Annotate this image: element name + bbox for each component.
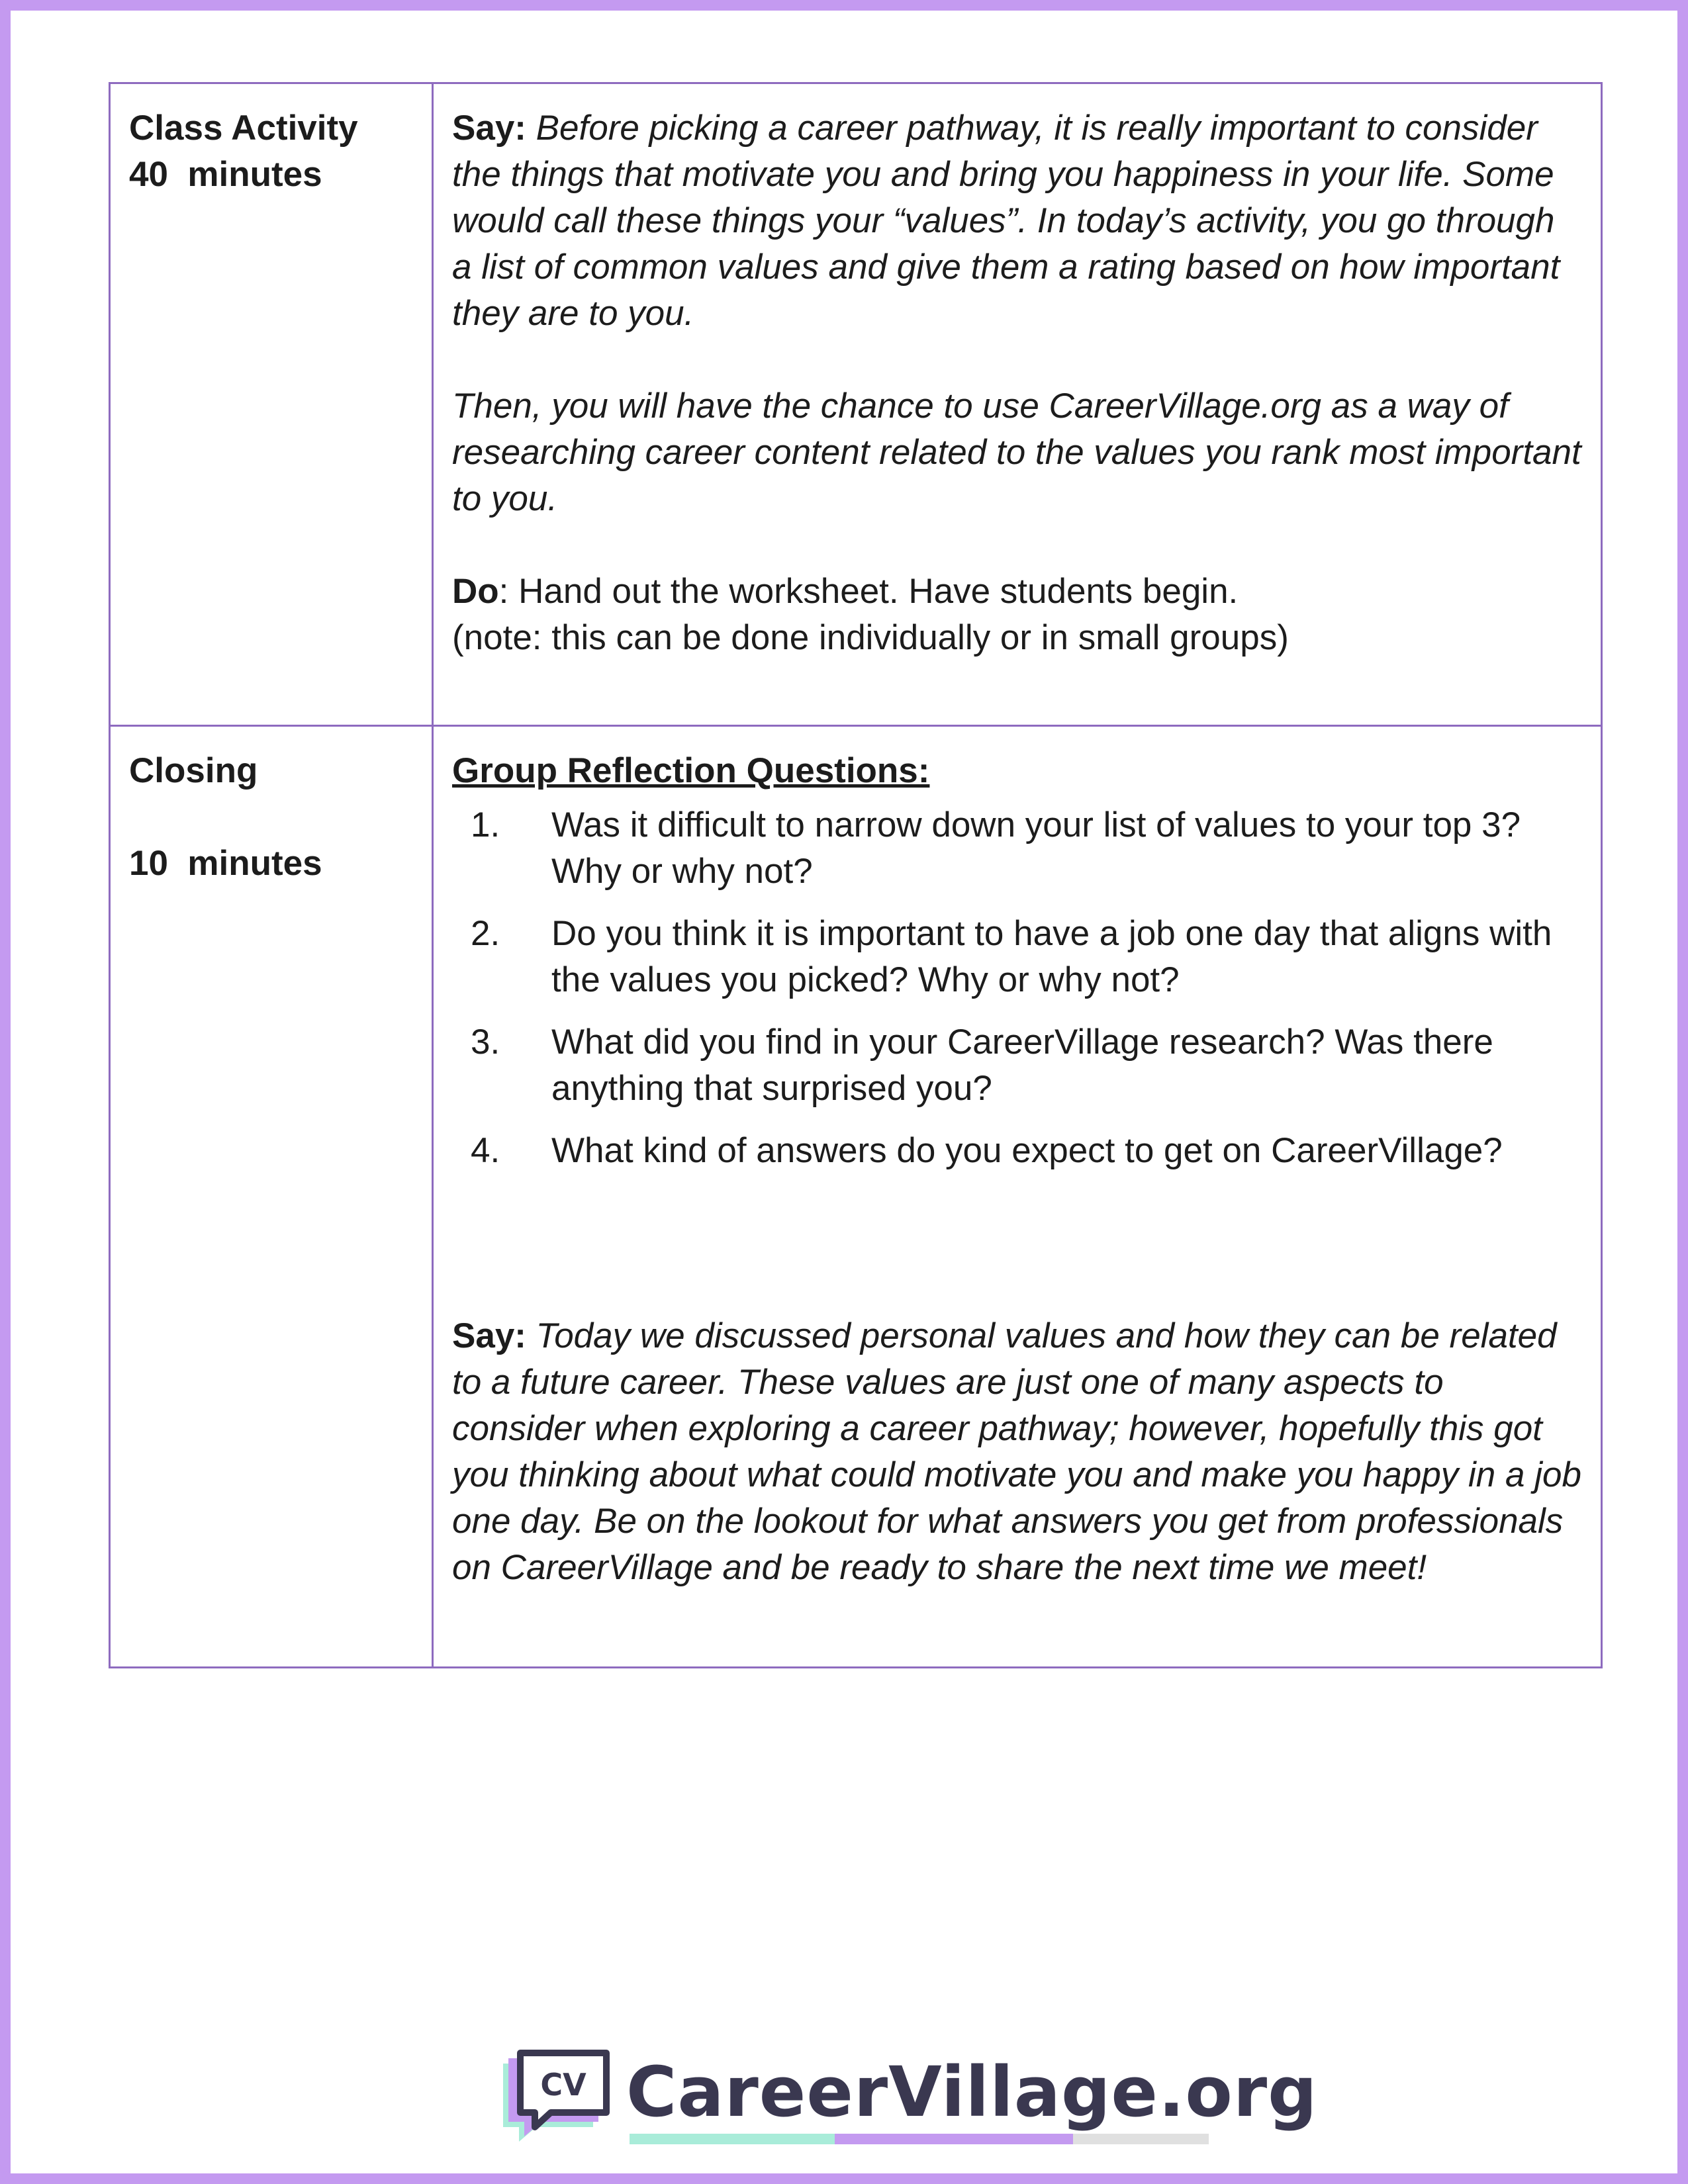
question-number: 4.	[471, 1131, 500, 1170]
reflection-questions	[452, 802, 1582, 1174]
list-item	[452, 802, 1582, 895]
say-text: Today we discussed personal values and how they can be related to a future career. These values are just one of many aspects to consider when exploring a career pathway; however, hopefully this got you thinking about what could motivate you and make you happy in a job one day. Be on the lookout for what answers you get from professionals on CareerVillage and be ready to share the next time we meet!	[452, 1316, 1581, 1587]
question-text: What kind of answers do you expect to get on CareerVillage?	[551, 1131, 1503, 1170]
lesson-table	[109, 82, 1603, 1668]
class-activity-duration: 40 minutes	[129, 155, 322, 194]
cv-icon-text: CV	[540, 2067, 586, 2103]
question-text: What did you find in your CareerVillage research? Was there anything that surprised you?	[551, 1023, 1493, 1108]
question-number: 1.	[471, 805, 500, 844]
class-activity-label-cell	[110, 83, 433, 726]
logo-underline-mint	[630, 2134, 835, 2144]
closing-label-cell	[110, 726, 433, 1668]
say-text: Before picking a career pathway, it is really important to consider the things that motivate you and bring you happiness in your life. Some would call these things your “values”. In today’s activity, you go through a list of common values and give them a rating based on how important they are to you.	[452, 109, 1560, 333]
closing-title: Closing	[129, 751, 258, 790]
question-text: Do you think it is important to have a job one day that aligns with the values you picked? Why or why not?	[551, 914, 1552, 999]
do-paragraph	[452, 569, 1582, 615]
list-item	[452, 911, 1582, 1003]
question-number: 3.	[471, 1023, 500, 1062]
cv-chat-icon	[494, 2049, 620, 2148]
class-activity-content-cell	[433, 83, 1602, 726]
list-item	[452, 1128, 1582, 1174]
logo-underline-grey	[1073, 2134, 1209, 2144]
do-label: Do	[452, 572, 499, 611]
brand-name: CareerVillage.org	[626, 2052, 1318, 2132]
closing-duration: 10 minutes	[129, 844, 322, 883]
logo-underline-purple	[835, 2134, 1073, 2144]
closing-say-paragraph	[452, 1313, 1582, 1591]
table-row	[110, 726, 1602, 1668]
reflection-heading: Group Reflection Questions:	[452, 751, 930, 790]
table-row	[110, 83, 1602, 726]
class-activity-title: Class Activity	[129, 109, 358, 148]
say-paragraph	[452, 105, 1582, 337]
then-paragraph: Then, you will have the chance to use CareerVillage.org as a way of researching career content related to the values you rank most important to you.	[452, 387, 1581, 518]
closing-content-cell	[433, 726, 1602, 1668]
list-item	[452, 1019, 1582, 1112]
note-text: (note: this can be done individually or in small groups)	[452, 618, 1289, 657]
question-text: Was it difficult to narrow down your list of values to your top 3? Why or why not?	[551, 805, 1521, 891]
say-label: Say:	[452, 109, 526, 148]
careervillage-logo	[494, 2049, 1318, 2148]
say-label: Say:	[452, 1316, 526, 1355]
question-number: 2.	[471, 914, 500, 953]
do-text: : Hand out the worksheet. Have students begin.	[498, 572, 1239, 611]
